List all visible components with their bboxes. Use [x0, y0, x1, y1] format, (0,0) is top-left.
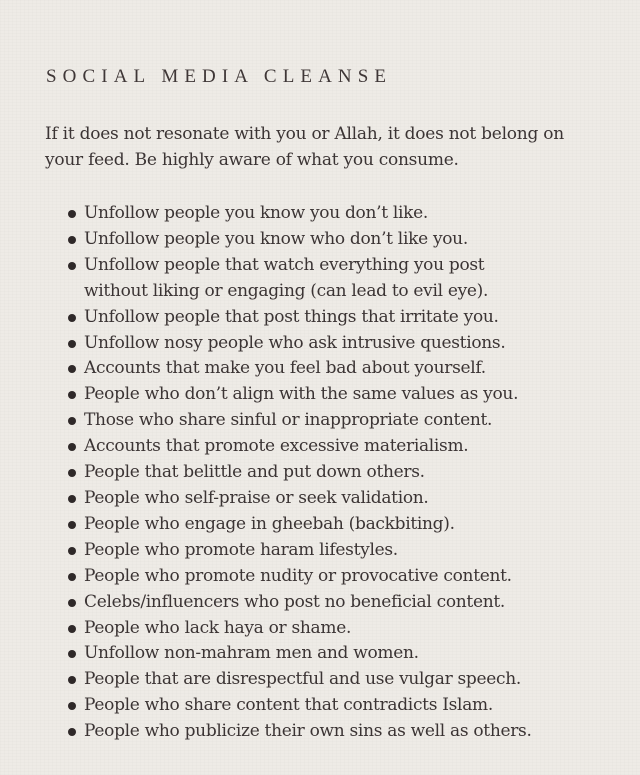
list-item	[68, 486, 613, 512]
bullet-icon	[68, 365, 76, 373]
list-item-text: Unfollow non-mahram men and women.	[84, 643, 419, 664]
list-item	[68, 408, 613, 434]
bullet-icon	[68, 314, 76, 322]
list-item-text: Accounts that make you feel bad about yourself.	[84, 358, 486, 379]
bullet-icon	[68, 676, 76, 684]
list-item-text: People that belittle and put down others.	[84, 462, 425, 483]
list-item-text: Unfollow people that post things that irritate you.	[84, 306, 499, 327]
bullet-icon	[68, 599, 76, 607]
list-item	[68, 590, 613, 616]
list-item-text: Accounts that promote excessive materialism.	[84, 436, 469, 457]
list-item-text: People who promote nudity or provocative content.	[84, 565, 512, 586]
list-item-text: Unfollow people you know you don’t like.	[84, 203, 428, 223]
list-item	[68, 719, 613, 745]
bullet-icon	[68, 625, 76, 633]
list-item	[68, 253, 613, 305]
list-item	[68, 331, 613, 357]
list-item	[68, 201, 613, 227]
list-item	[68, 382, 613, 408]
list-item	[68, 512, 613, 538]
bullet-icon	[68, 417, 76, 425]
list-item-text: People who don’t align with the same values as you.	[84, 384, 519, 405]
list-item-text: People that are disrespectful and use vulgar speech.	[84, 669, 522, 690]
page-title: SOCIAL MEDIA CLEANSE	[46, 66, 393, 87]
list-item-text: Those who share sinful or inappropriate content.	[84, 410, 493, 431]
bullet-icon	[68, 495, 76, 503]
bullet-icon	[68, 391, 76, 399]
list-item	[68, 667, 613, 693]
list-item	[68, 305, 613, 331]
list-item-text: People who self-praise or seek validation.	[84, 487, 429, 508]
bullet-icon	[68, 547, 76, 555]
list-item	[68, 434, 613, 460]
list-item	[68, 356, 613, 382]
list-item-text: Unfollow people that watch everything you post without liking or engaging (can lead to evil eye).	[84, 254, 489, 301]
list-item-text: People who lack haya or shame.	[84, 617, 352, 638]
list-item-text: Celebs/influencers who post no beneficial content.	[84, 591, 506, 612]
bullet-icon	[68, 469, 76, 477]
list-item-text: People who publicize their own sins as well as others.	[84, 721, 532, 742]
bullet-icon	[68, 443, 76, 451]
bullet-icon	[68, 236, 76, 244]
list-item-text: People who share content that contradicts Islam.	[84, 695, 493, 716]
list-item	[68, 641, 613, 667]
cleanse-list	[68, 201, 613, 745]
intro-paragraph: If it does not resonate with you or Allah, it does not belong on your feed. Be highly aware of what you consume.	[45, 124, 564, 170]
bullet-icon	[68, 702, 76, 710]
bullet-icon	[68, 262, 76, 270]
list-item	[68, 693, 613, 719]
list-item	[68, 227, 613, 253]
bullet-icon	[68, 210, 76, 218]
list-item-text: Unfollow people you know who don’t like you.	[84, 228, 468, 249]
list-item-text: People who promote haram lifestyles.	[84, 539, 398, 560]
list-item	[68, 564, 613, 590]
list-item-text: Unfollow nosy people who ask intrusive questions.	[84, 332, 506, 353]
bullet-icon	[68, 728, 76, 736]
bullet-icon	[68, 521, 76, 529]
list-item-text: People who engage in gheebah (backbiting).	[84, 513, 455, 534]
list-item	[68, 538, 613, 564]
list-item	[68, 616, 613, 642]
bullet-icon	[68, 573, 76, 581]
list-item	[68, 460, 613, 486]
bullet-icon	[68, 340, 76, 348]
bullet-icon	[68, 650, 76, 658]
